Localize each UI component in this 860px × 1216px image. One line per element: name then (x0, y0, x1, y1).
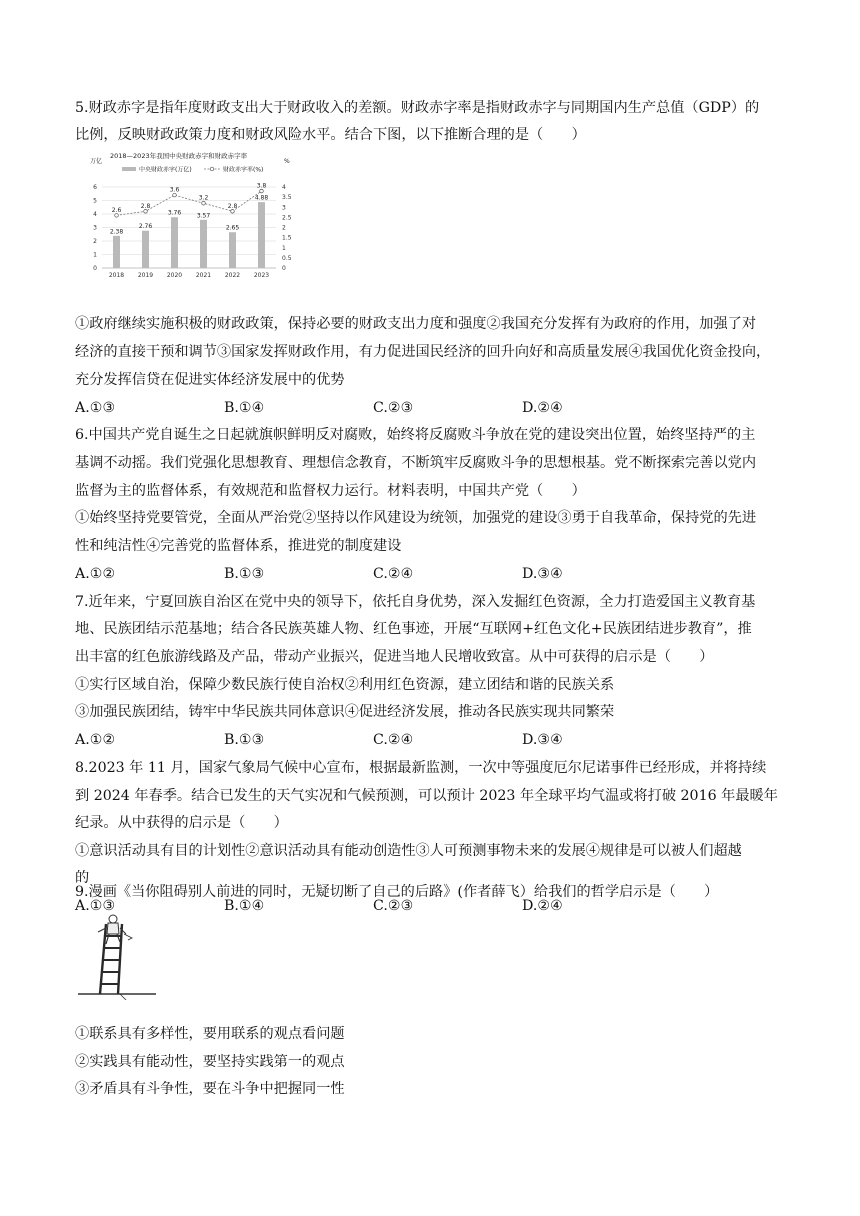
q8-option-d[interactable]: D.②④ (522, 898, 563, 914)
y-tick-label: 1 (93, 251, 97, 259)
q5-option-b[interactable]: B.①④ (224, 400, 265, 416)
bar-value-label: 2.38 (109, 228, 124, 236)
rate-value-label: 3.6 (169, 186, 180, 194)
chart-title: 2018—2023年我国中央财政赤字和财政赤字率 (110, 152, 248, 160)
y2-tick-label: 4 (282, 184, 286, 191)
deficit-chart (80, 150, 302, 282)
q8-stem-line-2: 到 2024 年春季。结合已发生的天气实况和气候预测，可以预计 2023 年全球平均气温或将打破 2016 年最暖年 (75, 788, 778, 804)
q5-option-a[interactable]: A.①③ (75, 400, 116, 416)
y2-tick-label: 3 (282, 204, 286, 212)
rate-point-2023 (260, 189, 264, 193)
q7-statement-line-2: ③加强民族团结，铸牢中华民族共同体意识④促进经济发展，推动各民族实现共同繁荣 (75, 704, 615, 720)
rate-point-2022 (231, 210, 235, 214)
bar-2023 (258, 202, 265, 268)
x-tick-label: 2022 (224, 272, 241, 279)
y-tick-label: 2 (93, 238, 97, 245)
q9-statement-line-2: ②实践具有能动性，要坚持实践第一的观点 (75, 1054, 345, 1070)
bar-2020 (171, 217, 178, 268)
bar-2021 (200, 220, 207, 268)
legend-bar-swatch (122, 167, 136, 171)
y2-tick-label: 3.5 (282, 194, 292, 202)
y-tick-label: 0 (93, 265, 97, 272)
bar-value-label: 3.76 (167, 209, 182, 217)
y2-tick-label: 0 (282, 265, 286, 272)
q5-option-c[interactable]: C.②③ (373, 400, 414, 416)
q6-option-b[interactable]: B.①③ (224, 566, 265, 582)
rate-point-2021 (202, 201, 206, 205)
y-tick-label: 6 (93, 184, 97, 191)
y2-tick-label: 0.5 (282, 254, 292, 262)
q7-stem-line-2: 地、民族团结示范基地；结合各民族英雄人物、红色事迹，开展“互联网+红色文化+民族团结进步教育”，推 (75, 621, 752, 637)
x-tick-label: 2019 (137, 272, 154, 279)
q5-option-d[interactable]: D.②④ (522, 400, 563, 416)
q6-option-c[interactable]: C.②④ (373, 566, 414, 582)
bar-value-label: 4.88 (254, 194, 269, 202)
q6-options (75, 562, 795, 586)
q6-statement-line-1: ①始终坚持党要管党，全面从严治党②坚持以作风建设为统领，加强党的建设③勇于自我革命，保持党的先进 (75, 510, 757, 526)
legend-line-marker (210, 167, 214, 171)
q5-stem-line-2: 比例，反映财政政策力度和财政风险水平。结合下图，以下推断合理的是（ ） (75, 127, 586, 143)
chart-legend (122, 166, 263, 174)
y2-tick-label: 1.5 (282, 234, 292, 242)
bar-value-label: 2.76 (138, 223, 153, 231)
y-tick-label: 5 (93, 197, 97, 205)
q7-option-c[interactable]: C.②④ (373, 732, 414, 748)
q6-option-a[interactable]: A.①② (75, 566, 116, 582)
x-tick-label: 2023 (253, 272, 270, 279)
q8-statement-line-1: ①意识活动具有目的计划性②意识活动具有能动创造性③人可预测事物未来的发展④规律是可以被人们超越 (75, 843, 742, 859)
q7-option-d[interactable]: D.③④ (522, 732, 563, 748)
q5-options (75, 396, 795, 420)
q8-option-b[interactable]: B.①④ (224, 898, 265, 914)
q9-stem-line-1: 9.漫画《当你阻碍别人前进的同时，无疑切断了自己的后路》(作者薛飞）给我们的哲学启示是（ ） (75, 884, 719, 900)
rate-value-label: 3.8 (256, 182, 267, 190)
legend-bar-label: 中央财政赤字(万亿) (139, 166, 192, 174)
bar-2022 (229, 232, 236, 268)
rate-point-2018 (115, 214, 119, 218)
bar-value-label: 3.57 (196, 212, 211, 220)
y2-tick-label: 1 (282, 244, 286, 252)
rate-point-2019 (144, 210, 148, 214)
rate-value-label: 2.8 (140, 202, 151, 210)
legend-line-label: 财政赤字率(%) (223, 166, 264, 174)
bar-value-label: 2.65 (225, 224, 240, 232)
bar-2018 (113, 236, 120, 268)
q7-options (75, 728, 795, 752)
q7-stem-line-1: 7.近年来，宁夏回族自治区在党中央的领导下，依托自身优势，深入发掘红色资源，全力打造爱国主义教育基 (75, 594, 756, 610)
q7-option-a[interactable]: A.①② (75, 732, 116, 748)
q7-statement-line-1: ①实行区域自治，保障少数民族行使自治权②利用红色资源，建立团结和谐的民族关系 (75, 677, 615, 693)
left-axis-unit: 万亿 (90, 158, 103, 165)
q5-statement-line-2: 经济的直接干预和调节③国家发挥财政作用，有力促进国民经济的回升向好和高质量发展④我国优化资金投向， (75, 344, 771, 360)
x-tick-label: 2020 (166, 272, 183, 279)
q9-statement-line-1: ①联系具有多样性，要用联系的观点看问题 (75, 1026, 345, 1042)
q8-option-a[interactable]: A.①③ (75, 898, 116, 914)
rate-point-2020 (173, 193, 177, 197)
q6-stem-line-1: 6.中国共产党自诞生之日起就旗帜鲜明反对腐败，始终将反腐败斗争放在党的建设突出位置，始终坚持严的主 (75, 427, 756, 443)
rate-value-label: 3.2 (198, 194, 209, 202)
q5-statement-line-1: ①政府继续实施积极的财政政策，保持必要的财政支出力度和强度②我国充分发挥有为政府的作用，加强了对 (75, 316, 757, 332)
y2-tick-label: 2.5 (282, 214, 292, 222)
x-tick-label: 2021 (195, 272, 212, 279)
q7-option-b[interactable]: B.①③ (224, 732, 265, 748)
cartoon-ladder-image (76, 914, 158, 1000)
q8-option-c[interactable]: C.②③ (373, 898, 414, 914)
q6-option-d[interactable]: D.③④ (522, 566, 563, 582)
q8-stem-line-1: 8.2023 年 11 月，国家气象局气候中心宣布，根据最新监测，一次中等强度厄尔尼诺事件已经形成，并将持续 (75, 760, 767, 776)
y2-tick-label: 2 (282, 224, 286, 232)
x-tick-label: 2018 (108, 272, 125, 279)
q5-statement-line-3: 充分发挥信贷在促进实体经济发展中的优势 (75, 372, 345, 388)
q6-stem-line-2: 基调不动摇。我们党强化思想教育、理想信念教育，不断筑牢反腐败斗争的思想根基。党不断探索完善以党内 (75, 455, 757, 471)
rate-value-label: 2.6 (111, 206, 122, 214)
q6-stem-line-3: 监督为主的监督体系，有效规范和监督权力运行。材料表明，中国共产党（ ） (75, 483, 586, 499)
deficit-rate-line (117, 191, 262, 215)
q5-stem-line-1: 5.财政赤字是指年度财政支出大于财政收入的差额。财政赤字率是指财政赤字与同期国内生产总值（GDP）的 (75, 100, 760, 116)
q8-statement-line-2: 的 (75, 870, 90, 886)
right-axis-unit: % (284, 158, 290, 165)
bar-2019 (142, 231, 149, 268)
q9-statement-line-3: ③矛盾具有斗争性，要在斗争中把握同一性 (75, 1081, 345, 1097)
q8-stem-line-3: 纪录。从中获得的启示是（ ） (75, 815, 288, 831)
q7-stem-line-3: 出丰富的红色旅游线路及产品，带动产业振兴，促进当地人民增收致富。从中可获得的启示是（ ） (75, 649, 714, 665)
y-tick-label: 4 (93, 211, 97, 218)
q6-statement-line-2: 性和纯洁性④完善党的监督体系，推进党的制度建设 (75, 538, 402, 554)
rate-value-label: 2.8 (227, 202, 238, 210)
y-tick-label: 3 (93, 224, 97, 232)
